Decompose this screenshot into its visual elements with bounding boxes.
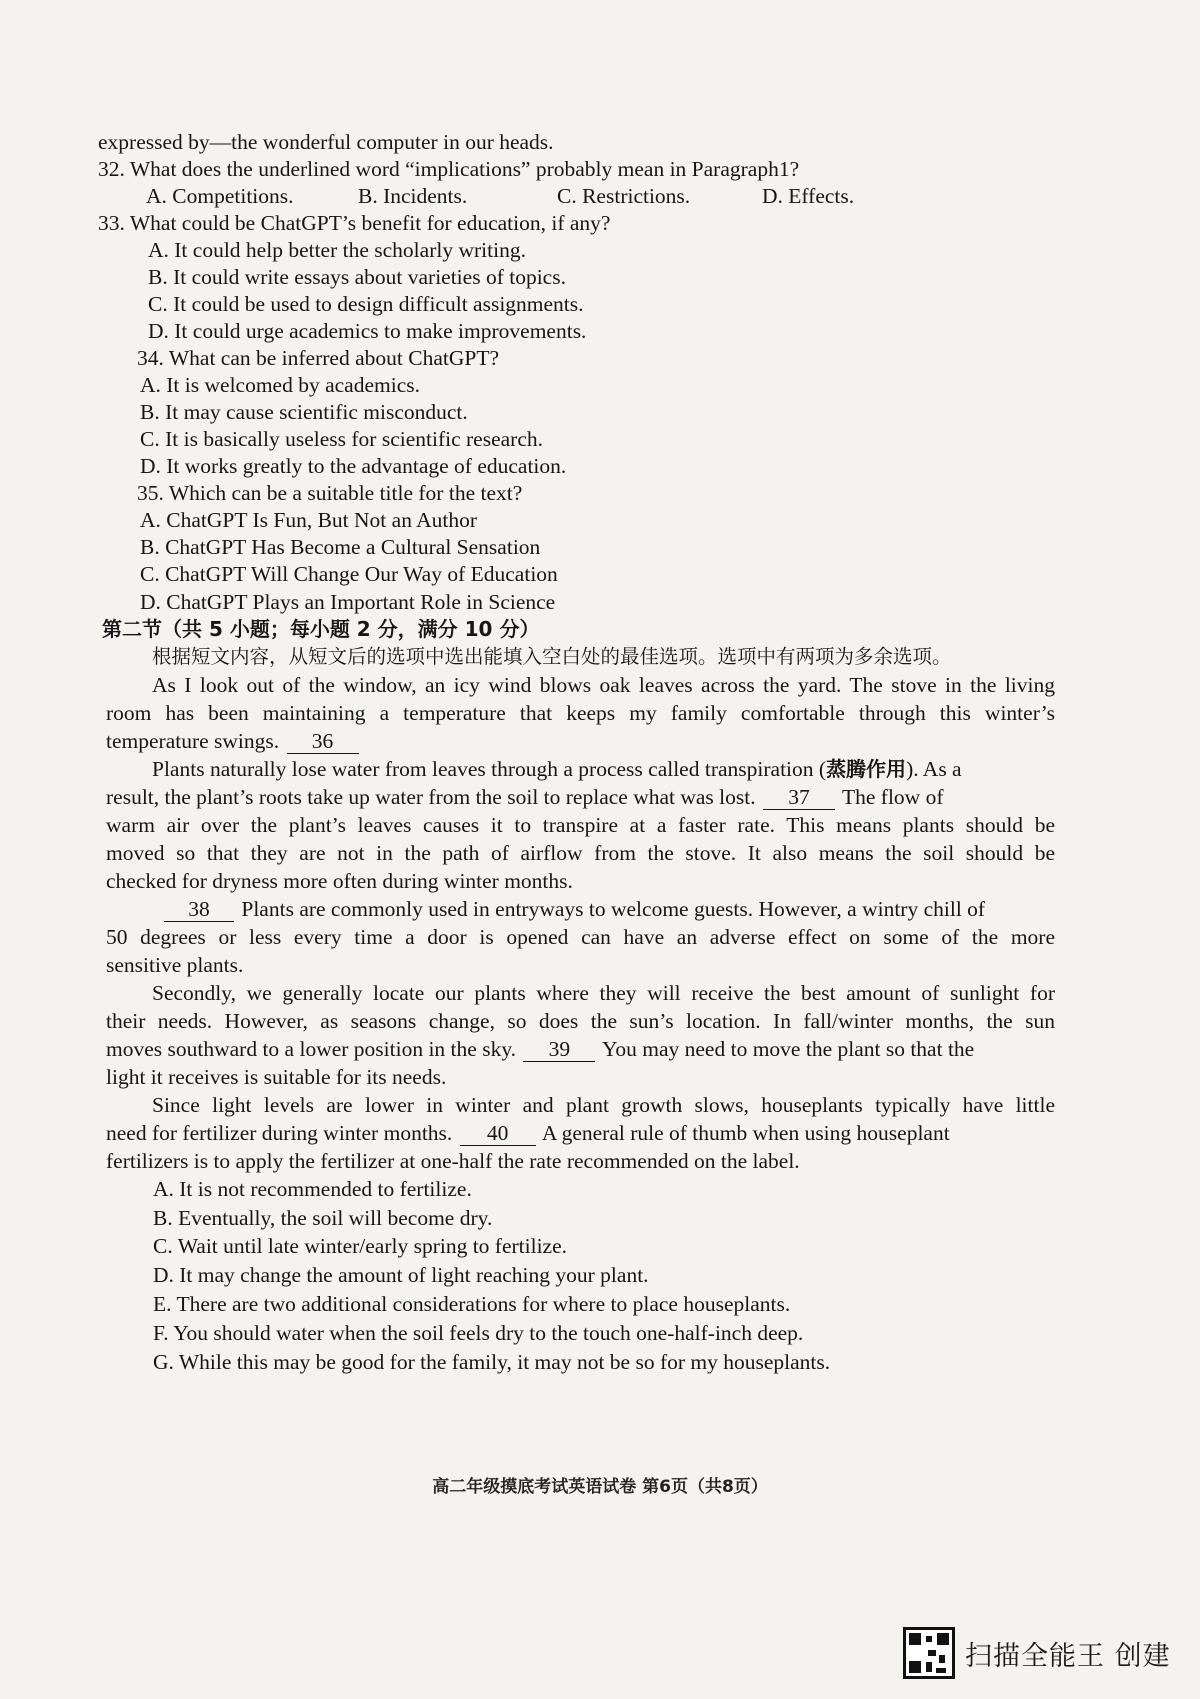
q35-option-c: C. ChatGPT Will Change Our Way of Education: [140, 562, 558, 586]
section-2-heading: 第二节（共 5 小题；每小题 2 分，满分 10 分）: [102, 617, 540, 641]
passage-text: Plants naturally lose water from leaves through a process called transpiration (: [152, 757, 827, 781]
q32-option-d: D. Effects.: [762, 184, 855, 208]
blank-38[interactable]: 38: [164, 897, 234, 922]
scanner-watermark: [903, 1627, 1171, 1679]
question-35-stem: 35. Which can be a suitable title for the text?: [137, 481, 523, 505]
passage-p5-line1: Since light levels are lower in winter and plant growth slows, houseplants typically have little: [152, 1093, 1055, 1117]
q32-option-b: B. Incidents.: [358, 184, 468, 208]
blank-37[interactable]: 37: [763, 785, 835, 810]
choice-c: C. Wait until late winter/early spring to fertilize.: [153, 1234, 568, 1258]
passage-text: A general rule of thumb when using houseplant: [541, 1121, 950, 1145]
q35-option-b: B. ChatGPT Has Become a Cultural Sensation: [140, 535, 541, 559]
passage-p2-line5: checked for dryness more often during winter months.: [106, 869, 573, 893]
choice-g: G. While this may be good for the family, it may not be so for my houseplants.: [153, 1350, 831, 1374]
passage-text: Plants are commonly used in entryways to welcome guests. However, a wintry chill of: [241, 897, 986, 921]
passage-p4-line1: Secondly, we generally locate our plants where they will receive the best amount of sunlight for: [152, 981, 1055, 1005]
blank-40[interactable]: 40: [460, 1121, 536, 1146]
q34-option-c: C. It is basically useless for scientific research.: [140, 427, 543, 451]
passage-text: ). As a: [906, 757, 962, 781]
passage-text: need for fertilizer during winter months.: [106, 1121, 453, 1145]
blank-39[interactable]: 39: [523, 1037, 595, 1062]
q35-option-d: D. ChatGPT Plays an Important Role in Science: [140, 590, 556, 614]
passage-p5-line2: [106, 1119, 1200, 1147]
passage-p4-line4: light it receives is suitable for its needs.: [106, 1065, 447, 1089]
qr-code-icon: [903, 1627, 955, 1679]
passage-p3-line3: sensitive plants.: [106, 953, 244, 977]
watermark-text: 扫描全能王 创建: [965, 1640, 1171, 1672]
choice-a: A. It is not recommended to fertilize.: [153, 1177, 472, 1201]
question-33-stem: 33. What could be ChatGPT’s benefit for education, if any?: [98, 211, 611, 235]
passage-p2-line2: [106, 783, 1200, 811]
q32-option-c: C. Restrictions.: [557, 184, 691, 208]
passage-p1-line3: [106, 727, 1200, 755]
passage-p4-line3: [106, 1035, 1200, 1063]
q34-option-a: A. It is welcomed by academics.: [140, 373, 421, 397]
passage-text: You may need to move the plant so that the: [602, 1037, 975, 1061]
passage-p2-line1: [152, 755, 1200, 783]
choice-e: E. There are two additional considerations for where to place houseplants.: [153, 1292, 791, 1316]
q32-option-a: A. Competitions.: [146, 184, 294, 208]
q33-option-c: C. It could be used to design difficult assignments.: [148, 292, 584, 316]
continuation-text: expressed by—the wonderful computer in our heads.: [98, 130, 554, 154]
choice-d: D. It may change the amount of light reaching your plant.: [153, 1263, 649, 1287]
passage-p3-line1: [162, 895, 1200, 923]
passage-p1-line2: room has been maintaining a temperature that keeps my family comfortable through this winter’s: [106, 701, 1055, 725]
passage-text: temperature swings.: [106, 729, 280, 753]
question-34-stem: 34. What can be inferred about ChatGPT?: [137, 346, 499, 370]
passage-p4-line2: their needs. However, as seasons change, so does the sun’s location. In fall/winter months, the sun: [106, 1009, 1055, 1033]
passage-text: moves southward to a lower position in the sky.: [106, 1037, 517, 1061]
chinese-annotation: 蒸腾作用: [826, 757, 907, 781]
passage-p2-line4: moved so that they are not in the path of airflow from the stove. It also means the soil should be: [106, 841, 1055, 865]
passage-p3-line2: 50 degrees or less every time a door is opened can have an adverse effect on some of the more: [106, 925, 1055, 949]
q33-option-b: B. It could write essays about varieties of topics.: [148, 265, 566, 289]
passage-text: result, the plant’s roots take up water from the soil to replace what was lost.: [106, 785, 756, 809]
section-2-instruction: 根据短文内容，从短文后的选项中选出能填入空白处的最佳选项。选项中有两项为多余选项。: [152, 645, 952, 668]
q34-option-d: D. It works greatly to the advantage of education.: [140, 454, 567, 478]
page-footer: 高二年级摸底考试英语试卷 第6页（共8页）: [432, 1477, 768, 1497]
q34-option-b: B. It may cause scientific misconduct.: [140, 400, 468, 424]
q35-option-a: A. ChatGPT Is Fun, But Not an Author: [140, 508, 478, 532]
blank-36[interactable]: 36: [287, 729, 359, 754]
q33-option-a: A. It could help better the scholarly writing.: [148, 238, 526, 262]
passage-p2-line3: warm air over the plant’s leaves causes it to transpire at a faster rate. This means plants should be: [106, 813, 1055, 837]
passage-p5-line3: fertilizers is to apply the fertilizer at one-half the rate recommended on the label.: [106, 1149, 800, 1173]
choice-b: B. Eventually, the soil will become dry.: [153, 1206, 493, 1230]
choice-f: F. You should water when the soil feels dry to the touch one-half-inch deep.: [153, 1321, 804, 1345]
passage-p1-line1: As I look out of the window, an icy wind blows oak leaves across the yard. The stove in the living: [152, 673, 1055, 697]
question-32-stem: 32. What does the underlined word “implications” probably mean in Paragraph1?: [98, 157, 800, 181]
passage-text: The flow of: [841, 785, 944, 809]
q33-option-d: D. It could urge academics to make improvements.: [148, 319, 587, 343]
